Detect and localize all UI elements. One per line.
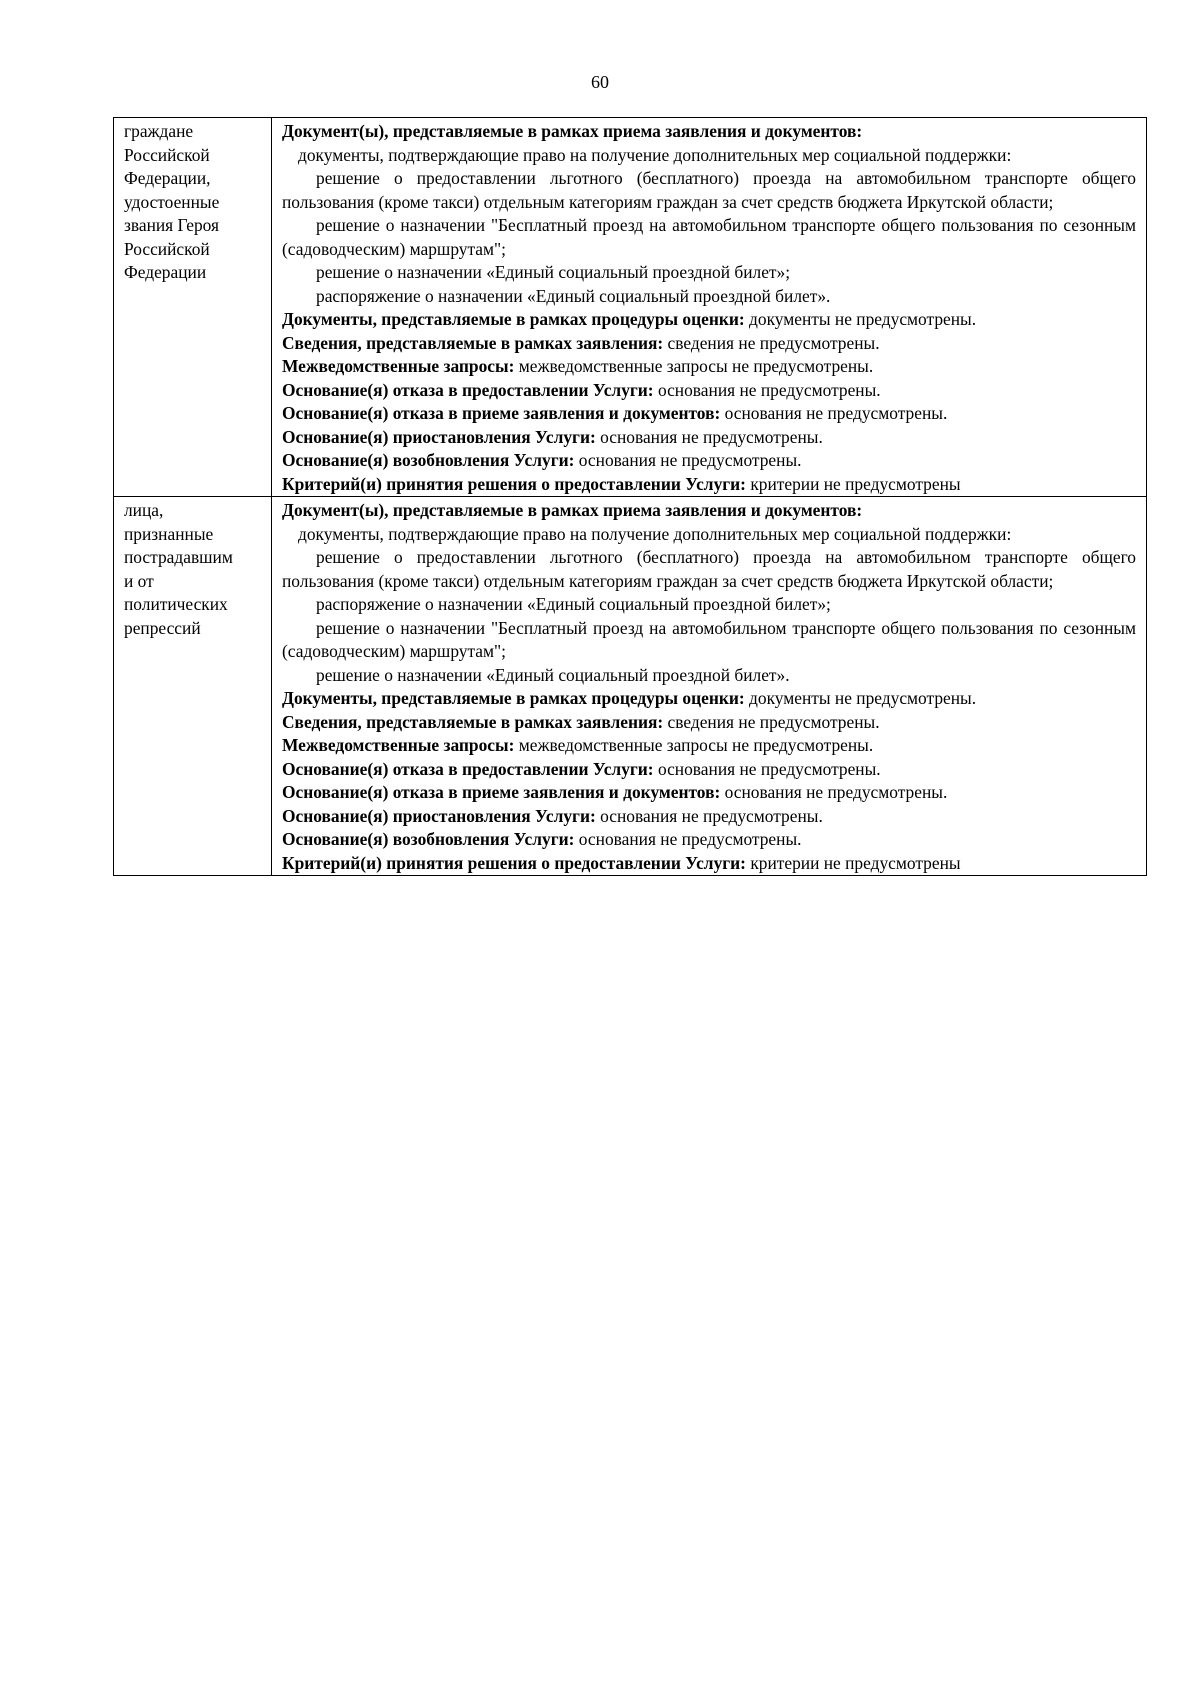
field-label: Документы, представляемые в рамках процедуры оценки: (282, 309, 745, 329)
docs-heading: Документ(ы), представляемые в рамках приема заявления и документов: (282, 121, 863, 141)
field-value: документы не предусмотрены. (744, 688, 977, 708)
field-value: сведения не предусмотрены. (663, 332, 880, 353)
field-value: сведения не предусмотрены. (663, 711, 880, 732)
field-line (282, 781, 1136, 805)
field-line (282, 402, 1136, 426)
field-value: основания не предусмотрены. (595, 426, 823, 447)
field-label: Основание(я) приостановления Услуги: (282, 805, 596, 826)
field-line (282, 687, 1136, 711)
field-value: основания не предусмотрены. (574, 829, 802, 849)
table-row (114, 497, 1147, 876)
field-value: межведомственные запросы не предусмотрены. (514, 356, 874, 376)
field-value: основания не предусмотрены. (720, 782, 948, 802)
document-item: решение о назначении «Единый социальный проездной билет»; (316, 262, 791, 282)
document-item: распоряжение о назначении «Единый социальный проездной билет». (316, 285, 831, 306)
category-cell (114, 118, 272, 497)
document-item: решение о назначении "Бесплатный проезд на автомобильном транспорте общего пользования по сезонным (садоводческим) маршрутам"; (282, 617, 1136, 661)
category-cell (114, 497, 272, 876)
field-line (282, 473, 1136, 497)
field-label: Основание(я) отказа в предоставлении Услуги: (282, 379, 654, 400)
field-value: основания не предусмотрены. (595, 805, 823, 826)
field-label: Основание(я) отказа в предоставлении Услуги: (282, 758, 654, 779)
field-value: основания не предусмотрены. (653, 379, 881, 400)
document-item: решение о предоставлении льготного (бесплатного) проезда на автомобильном транспорте общего пользования (кроме такси) отдельным категориям граждан за счет средств бюджета Иркутской области; (282, 547, 1136, 591)
field-label: Основание(я) возобновления Услуги: (282, 450, 575, 470)
field-label: Основание(я) возобновления Услуги: (282, 829, 575, 849)
field-line (282, 355, 1136, 379)
field-line (282, 379, 1136, 403)
field-label: Основание(я) приостановления Услуги: (282, 426, 596, 447)
field-label: Критерий(и) принятия решения о предоставлении Услуги: (282, 852, 746, 873)
field-label: Межведомственные запросы: (282, 356, 515, 376)
document-item: распоряжение о назначении «Единый социальный проездной билет»; (316, 594, 831, 614)
field-value: основания не предусмотрены. (653, 758, 881, 779)
docs-heading: Документ(ы), представляемые в рамках приема заявления и документов: (282, 500, 863, 520)
field-value: критерии не предусмотрены (745, 473, 961, 494)
field-value: основания не предусмотрены. (574, 450, 802, 470)
field-line (282, 828, 1136, 852)
field-line (282, 734, 1136, 758)
field-line (282, 332, 1136, 356)
requirements-cell (272, 497, 1147, 876)
page-number: 60 (591, 72, 609, 92)
field-label: Критерий(и) принятия решения о предоставлении Услуги: (282, 473, 746, 494)
field-label: Основание(я) отказа в приеме заявления и документов: (282, 782, 721, 802)
document-item: решение о предоставлении льготного (бесплатного) проезда на автомобильном транспорте общего пользования (кроме такси) отдельным категориям граждан за счет средств бюджета Иркутской области; (282, 168, 1136, 212)
field-label: Основание(я) отказа в приеме заявления и документов: (282, 403, 721, 423)
field-line (282, 711, 1136, 735)
field-line (282, 449, 1136, 473)
table-row (114, 118, 1147, 497)
field-line (282, 852, 1136, 876)
docs-intro: документы, подтверждающие право на получение дополнительных мер социальной поддержки: (298, 523, 1012, 544)
field-value: межведомственные запросы не предусмотрены. (514, 735, 874, 755)
field-label: Сведения, представляемые в рамках заявления: (282, 332, 664, 353)
field-line (282, 805, 1136, 829)
field-value: основания не предусмотрены. (720, 403, 948, 423)
docs-intro: документы, подтверждающие право на получение дополнительных мер социальной поддержки: (298, 144, 1012, 165)
document-item: решение о назначении "Бесплатный проезд на автомобильном транспорте общего пользования по сезонным (садоводческим) маршрутам"; (282, 215, 1136, 259)
document-item: решение о назначении «Единый социальный проездной билет». (316, 664, 790, 685)
field-label: Документы, представляемые в рамках процедуры оценки: (282, 688, 745, 708)
field-line (282, 426, 1136, 450)
category-text: граждане Российской Федерации, удостоенные звания Героя Российской Федерации (124, 121, 220, 282)
service-table (113, 117, 1147, 876)
field-value: критерии не предусмотрены (745, 852, 961, 873)
field-label: Межведомственные запросы: (282, 735, 515, 755)
field-line (282, 308, 1136, 332)
category-text: лица, признанные пострадавшим и от политических репрессий (124, 500, 233, 638)
field-value: документы не предусмотрены. (744, 309, 977, 329)
field-line (282, 758, 1136, 782)
requirements-cell (272, 118, 1147, 497)
field-label: Сведения, представляемые в рамках заявления: (282, 711, 664, 732)
